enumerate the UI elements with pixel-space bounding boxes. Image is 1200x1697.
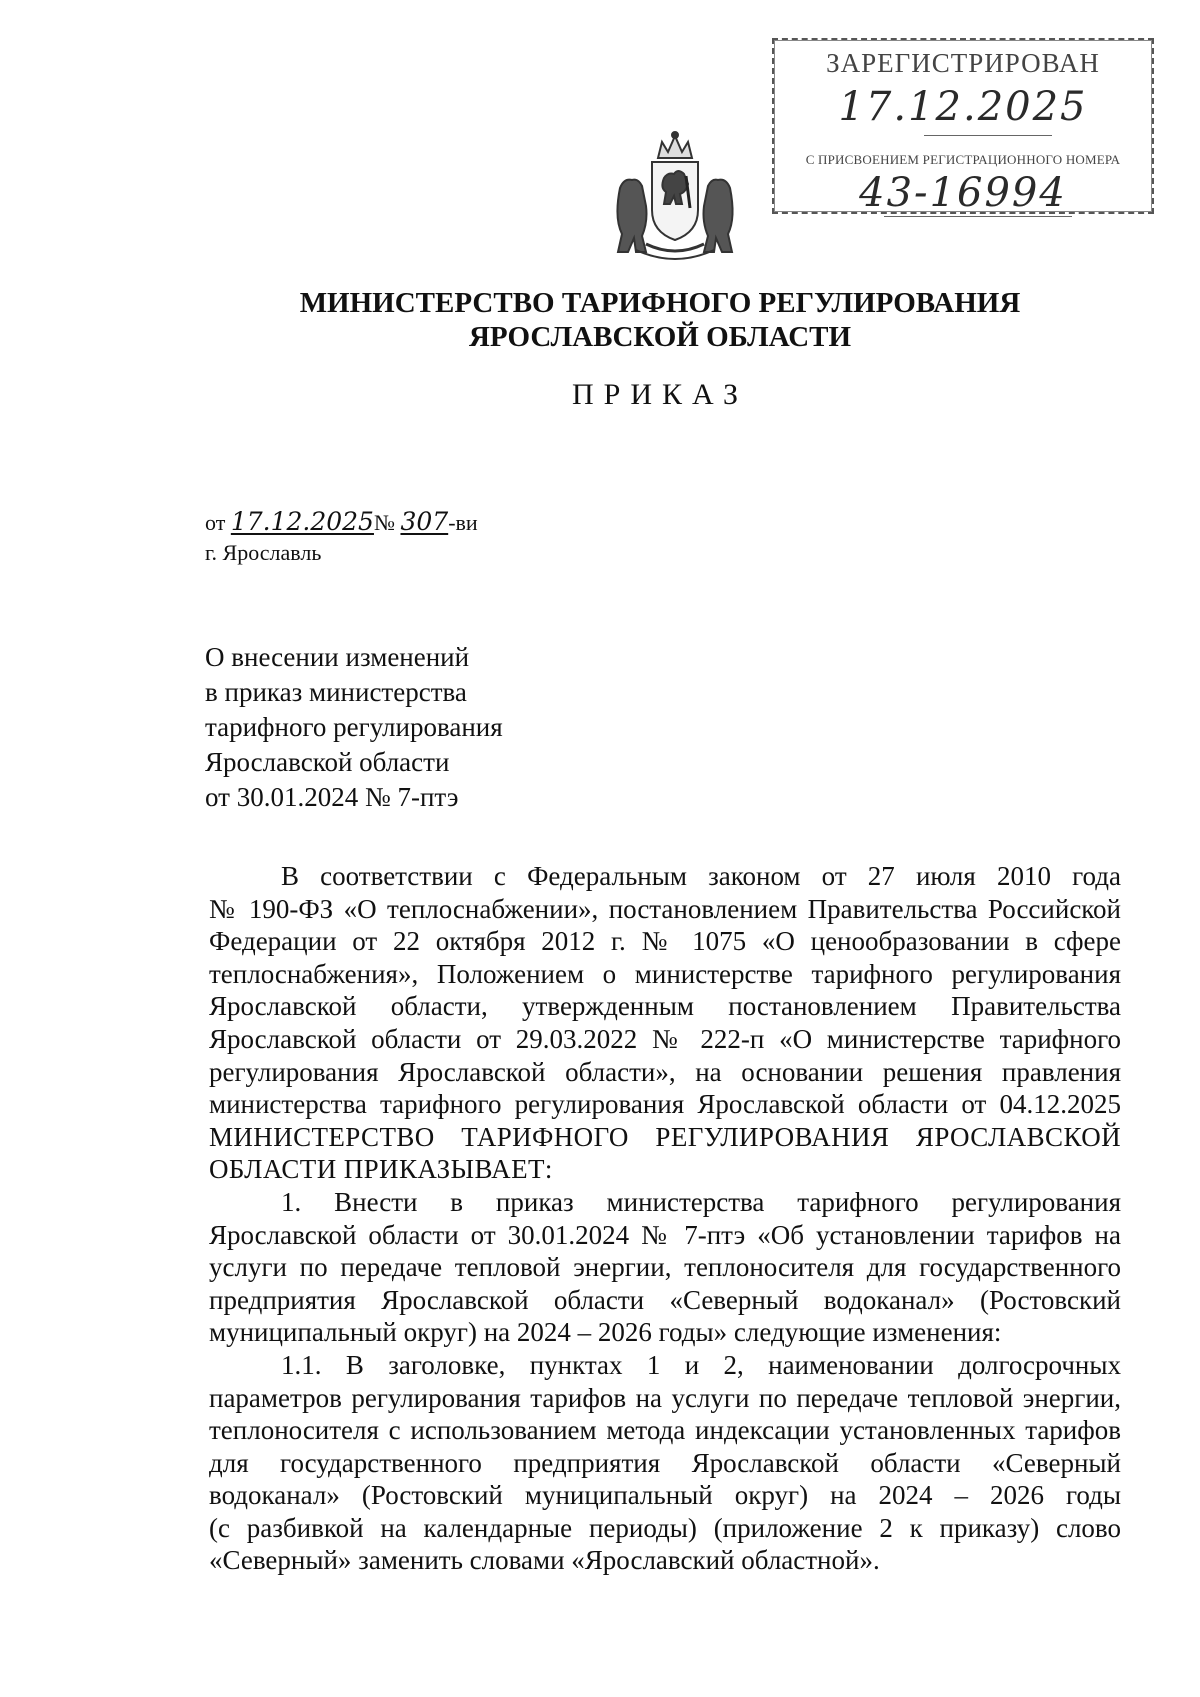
ministry-name-line2: ЯРОСЛАВСКОЙ ОБЛАСТИ (468, 321, 852, 353)
item-1-1-line: параметров регулирования тарифов на услуги по передаче тепловой энергии, (209, 1382, 1121, 1413)
item-1-1-line: для государственного предприятия Ярославской области «Северный (209, 1447, 1121, 1478)
preamble-line: Федерации от 22 октября 2012 г. № 1075 «О ценообразовании в сфере (209, 926, 1121, 957)
city: г. Ярославль (205, 540, 322, 565)
stamp-date-underline (924, 135, 1052, 136)
order-date-number (205, 507, 478, 536)
subject-line: в приказ министерства (205, 677, 467, 707)
ministry-name-line1: МИНИСТЕРСТВО ТАРИФНОГО РЕГУЛИРОВАНИЯ (299, 287, 1021, 319)
item-1-1-line: «Северный» заменить словами «Ярославский областной». (209, 1545, 880, 1576)
registration-stamp (772, 38, 1154, 214)
order-phrase-line: ОБЛАСТИ ПРИКАЗЫВАЕТ: (209, 1154, 553, 1185)
preamble-line: теплоснабжения», Положением о министерстве тарифного регулирования (209, 958, 1121, 989)
stamp-registration-number: 43-16994 (859, 170, 1067, 216)
item-1-line: предприятия Ярославской области «Северный водоканал» (Ростовский (209, 1284, 1121, 1315)
number-suffix: -ви (448, 510, 478, 535)
order-number: 307 (400, 507, 449, 536)
preamble-line: Ярославской области, утвержденным постановлением Правительства (209, 991, 1121, 1022)
subject-line: О внесении изменений (205, 642, 470, 672)
number-prefix: № (373, 510, 395, 535)
subject-line: тарифного регулирования (205, 712, 503, 742)
order-body (209, 860, 1121, 1577)
preamble-line: министерства тарифного регулирования Ярославской области от 04.12.2025 (209, 1089, 1121, 1120)
item-1-1-line: водоканал» (Ростовский муниципальный округ) на 2024 – 2026 годы (209, 1480, 1121, 1511)
order-date: 17.12.2025 (230, 507, 374, 536)
item-1-line: 1. Внести в приказ министерства тарифного регулирования (281, 1186, 1121, 1217)
item-1-1-line: 1.1. В заголовке, пунктах 1 и 2, наименовании долгосрочных (281, 1349, 1121, 1380)
stamp-caption: С ПРИСВОЕНИЕМ РЕГИСТРАЦИОННОГО НОМЕРА (805, 152, 1121, 167)
item-1-line: услуги по передаче тепловой энергии, теплоносителя для государственного (209, 1252, 1121, 1283)
preamble-line: В соответствии с Федеральным законом от 27 июля 2010 года (281, 861, 1121, 891)
order-phrase-line: МИНИСТЕРСТВО ТАРИФНОГО РЕГУЛИРОВАНИЯ ЯРОСЛАВСКОЙ (209, 1121, 1121, 1152)
item-1-line: муниципальный округ) на 2024 – 2026 годы» следующие изменения: (209, 1317, 1002, 1348)
stamp-number-underline (884, 216, 1072, 217)
date-prefix: от (205, 510, 226, 535)
preamble-line: Ярославской области от 29.03.2022 № 222-п «О министерстве тарифного (209, 1023, 1121, 1054)
preamble-line: регулирования Ярославской области», на основании решения правления (209, 1056, 1121, 1087)
document-type: ПРИКАЗ (572, 378, 748, 411)
subject-line: от 30.01.2024 № 7-птэ (205, 782, 459, 812)
subject-line: Ярославской области (205, 747, 450, 777)
stamp-title: ЗАРЕГИСТРИРОВАН (826, 48, 1100, 78)
coat-of-arms-icon (606, 128, 744, 264)
item-1-line: Ярославской области от 30.01.2024 № 7-птэ «Об установлении тарифов на (209, 1219, 1121, 1250)
stamp-date: 17.12.2025 (838, 84, 1088, 130)
order-subject (205, 640, 503, 815)
preamble-line: № 190-ФЗ «О теплоснабжении», постановлением Правительства Российской (209, 893, 1121, 924)
item-1-1-line: теплоносителя с использованием метода индексации установленных тарифов (209, 1415, 1121, 1446)
item-1-1-line: (с разбивкой на календарные периоды) (приложение 2 к приказу) слово (209, 1512, 1121, 1543)
